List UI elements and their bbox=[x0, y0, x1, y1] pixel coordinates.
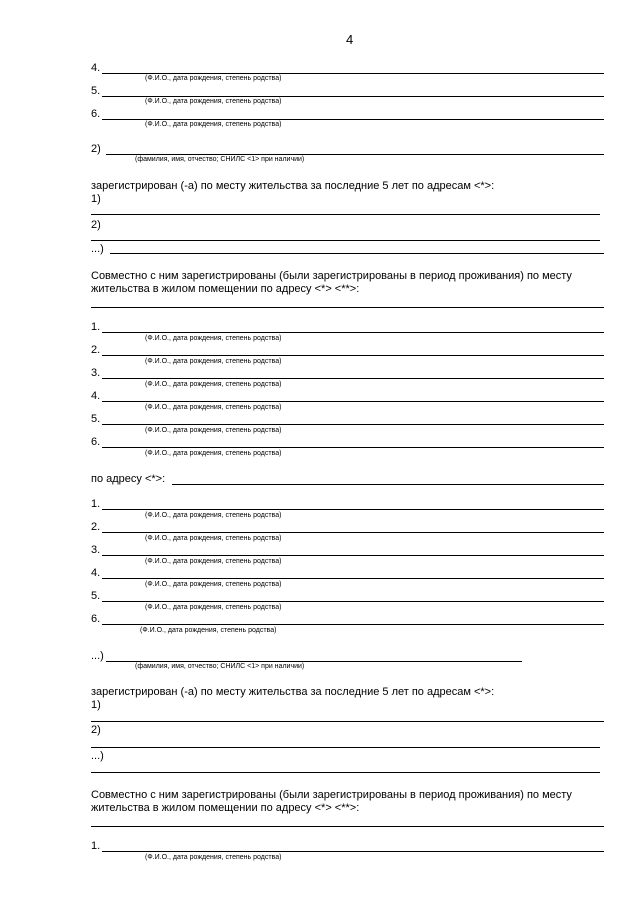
relative-number: 4. bbox=[91, 390, 101, 402]
relative-field-line[interactable] bbox=[102, 96, 604, 97]
jointly-text: Совместно с ним зарегистрированы (были зарегистрированы в период проживания) по месту bbox=[91, 270, 572, 282]
relative-field-line[interactable] bbox=[102, 851, 604, 852]
by-address-label: по адресу <*>: bbox=[91, 473, 166, 485]
relative-field-line[interactable] bbox=[102, 578, 604, 579]
address-item-label: 1) bbox=[91, 193, 101, 205]
address-item-label: 2) bbox=[91, 219, 101, 231]
address-field-line[interactable] bbox=[91, 721, 604, 722]
relative-caption: (Ф.И.О., дата рождения, степень родства) bbox=[145, 558, 282, 565]
page-number: 4 bbox=[346, 32, 354, 47]
relative-caption: (Ф.И.О., дата рождения, степень родства) bbox=[145, 535, 282, 542]
address-field-line[interactable] bbox=[91, 214, 600, 215]
jointly-text: жительства в жилом помещении по адресу <*> <**>: bbox=[91, 283, 360, 295]
relative-field-line[interactable] bbox=[102, 355, 604, 356]
relative-field-line[interactable] bbox=[102, 555, 604, 556]
relative-field-line[interactable] bbox=[102, 119, 604, 120]
relative-caption: (Ф.И.О., дата рождения, степень родства) bbox=[145, 98, 282, 105]
address-field-line[interactable] bbox=[91, 307, 604, 308]
relative-number: 2. bbox=[91, 521, 101, 533]
relative-caption: (Ф.И.О., дата рождения, степень родства) bbox=[145, 854, 282, 861]
person-caption: (фамилия, имя, отчество; СНИЛС <1> при наличии) bbox=[135, 156, 305, 163]
relative-field-line[interactable] bbox=[102, 73, 604, 74]
address-item-label: ...) bbox=[91, 243, 104, 255]
person-caption: (фамилия, имя, отчество; СНИЛС <1> при наличии) bbox=[135, 663, 305, 670]
relative-field-line[interactable] bbox=[102, 447, 604, 448]
address-field-line[interactable] bbox=[91, 772, 600, 773]
relative-field-line[interactable] bbox=[102, 532, 604, 533]
person-field-line[interactable] bbox=[106, 661, 522, 662]
address-item-label: 2) bbox=[91, 724, 101, 736]
relative-field-line[interactable] bbox=[102, 378, 604, 379]
address-field-line[interactable] bbox=[172, 484, 604, 485]
relative-caption: (Ф.И.О., дата рождения, степень родства) bbox=[145, 381, 282, 388]
relative-number: 5. bbox=[91, 590, 101, 602]
relative-number: 2. bbox=[91, 344, 101, 356]
relative-number: 3. bbox=[91, 367, 101, 379]
relative-number: 5. bbox=[91, 413, 101, 425]
relative-number: 5. bbox=[91, 85, 101, 97]
relative-caption: (Ф.И.О., дата рождения, степень родства) bbox=[145, 427, 282, 434]
relative-field-line[interactable] bbox=[102, 509, 604, 510]
relative-caption: (Ф.И.О., дата рождения, степень родства) bbox=[145, 75, 282, 82]
registered-heading: зарегистрирован (-а) по месту жительства за последние 5 лет по адресам <*>: bbox=[91, 686, 495, 698]
relative-number: 6. bbox=[91, 108, 101, 120]
address-item-label: 1) bbox=[91, 699, 101, 711]
relative-field-line[interactable] bbox=[102, 332, 604, 333]
registered-heading: зарегистрирован (-а) по месту жительства за последние 5 лет по адресам <*>: bbox=[91, 180, 495, 192]
relative-field-line[interactable] bbox=[102, 424, 604, 425]
relative-number: 4. bbox=[91, 62, 101, 74]
address-field-line[interactable] bbox=[91, 826, 604, 827]
relative-number: 1. bbox=[91, 840, 101, 852]
relative-caption: (Ф.И.О., дата рождения, степень родства) bbox=[145, 358, 282, 365]
relative-caption: (Ф.И.О., дата рождения, степень родства) bbox=[145, 512, 282, 519]
address-field-line[interactable] bbox=[91, 747, 600, 748]
relative-field-line[interactable] bbox=[102, 601, 604, 602]
relative-caption: (Ф.И.О., дата рождения, степень родства) bbox=[140, 627, 277, 634]
address-item-label: ...) bbox=[91, 750, 104, 762]
relative-caption: (Ф.И.О., дата рождения, степень родства) bbox=[145, 450, 282, 457]
jointly-text: Совместно с ним зарегистрированы (были зарегистрированы в период проживания) по месту bbox=[91, 789, 572, 801]
jointly-text: жительства в жилом помещении по адресу <*> <**>: bbox=[91, 802, 360, 814]
relative-number: 6. bbox=[91, 436, 101, 448]
relative-field-line[interactable] bbox=[102, 401, 604, 402]
address-field-line[interactable] bbox=[110, 253, 604, 254]
relative-field-line[interactable] bbox=[102, 624, 604, 625]
relative-number: 6. bbox=[91, 613, 101, 625]
relative-caption: (Ф.И.О., дата рождения, степень родства) bbox=[145, 404, 282, 411]
person-number: 2) bbox=[91, 143, 101, 155]
relative-caption: (Ф.И.О., дата рождения, степень родства) bbox=[145, 335, 282, 342]
relative-caption: (Ф.И.О., дата рождения, степень родства) bbox=[145, 581, 282, 588]
relative-caption: (Ф.И.О., дата рождения, степень родства) bbox=[145, 121, 282, 128]
relative-caption: (Ф.И.О., дата рождения, степень родства) bbox=[145, 604, 282, 611]
relative-number: 1. bbox=[91, 498, 101, 510]
address-field-line[interactable] bbox=[91, 240, 600, 241]
relative-number: 3. bbox=[91, 544, 101, 556]
person-field-line[interactable] bbox=[106, 154, 604, 155]
relative-number: 1. bbox=[91, 321, 101, 333]
relative-number: 4. bbox=[91, 567, 101, 579]
person-number: ...) bbox=[91, 650, 104, 662]
